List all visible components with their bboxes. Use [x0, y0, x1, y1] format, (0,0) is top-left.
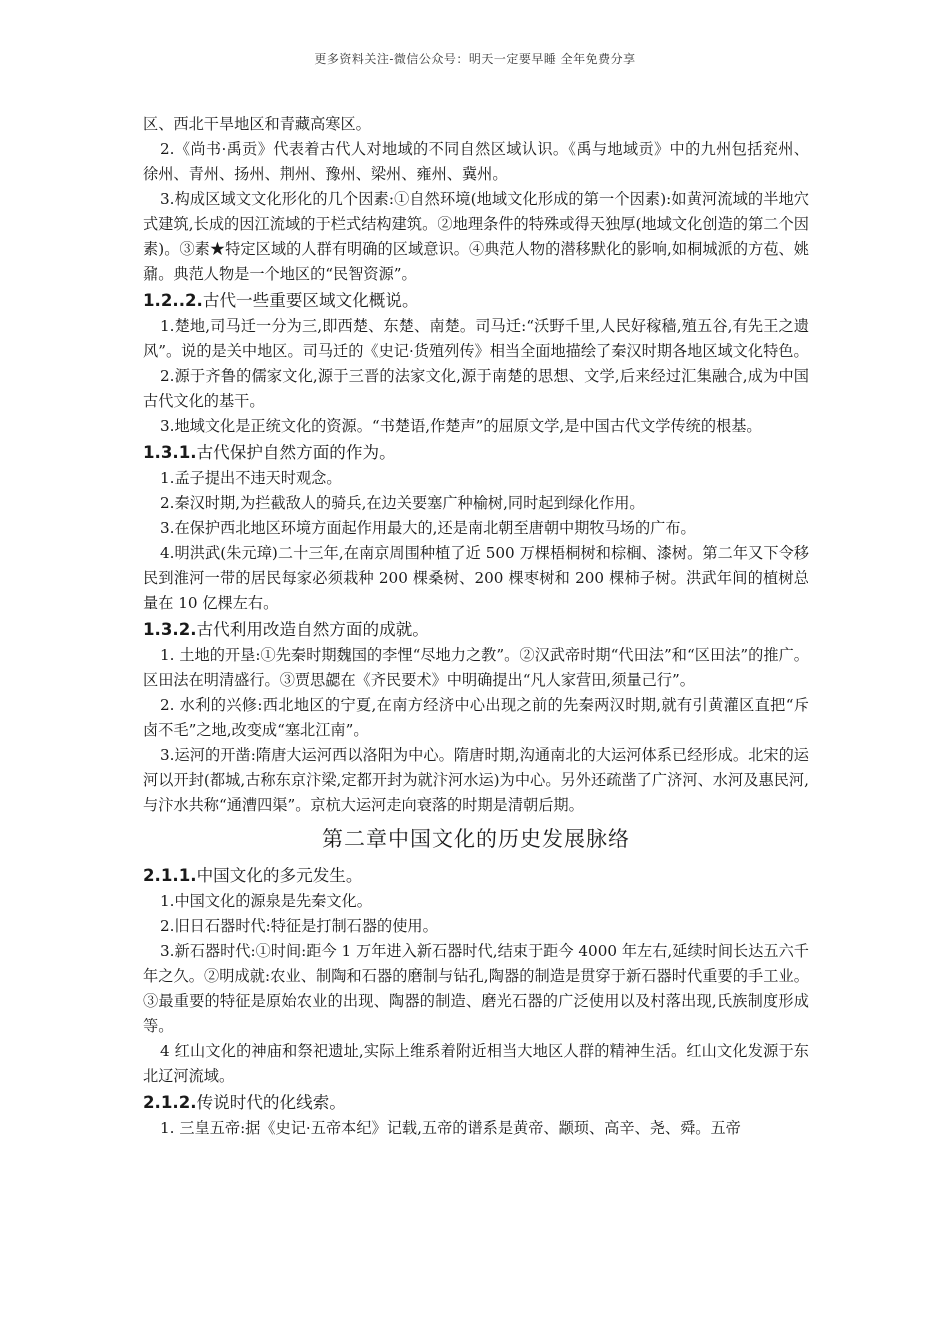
paragraph: 2.秦汉时期,为拦截敌人的骑兵,在边关要塞广种榆树,同时起到绿化作用。: [160, 494, 645, 512]
section-title: 中国文化的多元发生。: [196, 866, 363, 885]
paragraph: 1.楚地,司马迁一分为三,即西楚、东楚、南楚。司马迁:“沃野千里,人民好稼穑,殖五谷,有先王之遗风”。说的是关中地区。司马迁的《史记·货殖列传》相当全面地描绘了秦汉时期各地区域文化特色。: [143, 317, 809, 360]
paragraph: 4.明洪武(朱元璋)二十三年,在南京周围种植了近 500 万棵梧桐树和棕榈、漆树。第二年又下令移民到淮河一带的居民每家必须栽种 200 棵桑树、200 棵枣树和 200 棵柿子树。洪武年间的植树总量在 10 亿棵左右。: [143, 544, 809, 612]
paragraph: 2. 水利的兴修:西北地区的宁夏,在南方经济中心出现之前的先秦两汉时期,就有引黄灌区直把“斥卤不毛”之地,改变成“塞北江南”。: [143, 696, 809, 739]
page-header: 更多资料关注-微信公众号：明天一定要早睡 全年免费分享: [314, 52, 636, 66]
paragraph: 3.新石器时代:①时间:距今 1 万年进入新石器时代,结束于距今 4000 年左右,延续时间长达五六千年之久。②明成就:农业、制陶和石器的磨制与钻孔,陶器的制造是贯穿于新石器时代重要的手工业。③最重要的特征是原始农业的出现、陶器的制造、磨光石器的广泛使用以及村落出现,氏族制度形成等。: [143, 942, 809, 1035]
paragraph: 1. 三皇五帝:据《史记·五帝本纪》记载,五帝的谱系是黄帝、颛顼、高辛、尧、舜。五帝: [160, 1119, 741, 1137]
section-heading: [143, 862, 809, 889]
section-number: 1.3.2.: [143, 620, 197, 639]
paragraph: 1.孟子提出不违天时观念。: [160, 469, 342, 487]
section-number: 1.3.1.: [143, 443, 197, 462]
paragraph: 3.构成区域文文化形化的几个因素:①自然环境(地域文化形成的第一个因素):如黄河流域的半地穴式建筑,长成的因江流域的于栏式结构建筑。②地理条件的特殊或得天独厚(地域文化创造的第二个因素)。③素★特定区域的人群有明确的区域意识。④典范人物的潜移默化的影响,如桐城派的方苞、姚鼐。典范人物是一个地区的“民智资源”。: [143, 190, 809, 283]
section-number: 2.1.1.: [143, 866, 197, 885]
paragraph: 1.中国文化的源泉是先秦文化。: [160, 892, 372, 910]
paragraph: 4 红山文化的神庙和祭祀遗址,实际上维系着附近相当大地区人群的精神生活。红山文化发源于东北辽河流域。: [143, 1042, 809, 1085]
paragraph: 2.《尚书·禹贡》代表着古代人对地域的不同自然区域认识。《禹与地域贡》中的九州包括兖州、徐州、青州、扬州、荆州、豫州、梁州、雍州、冀州。: [143, 140, 809, 183]
paragraph: 3.运河的开凿:隋唐大运河西以洛阳为中心。隋唐时期,沟通南北的大运河体系已经形成。北宋的运河以开封(都城,古称东京汴梁,定都开封为就汴河水运)为中心。另外还疏凿了广济河、水河及惠民河,与汴水共称“通漕四渠”。京杭大运河走向衰落的时期是清朝后期。: [143, 746, 809, 814]
section-heading: [143, 1089, 809, 1116]
section-heading: [143, 616, 809, 643]
section-title: 古代一些重要区域文化概说。: [202, 291, 419, 310]
chapter-title: 第二章中国文化的历史发展脉络: [322, 827, 630, 851]
section-number: 1.2..2.: [143, 291, 203, 310]
paragraph: 区、西北干旱地区和青藏高寒区。: [143, 115, 371, 133]
paragraph: 3.地域文化是正统文化的资源。“书楚语,作楚声”的屈原文学,是中国古代文学传统的根基。: [160, 417, 762, 435]
paragraph: 1. 土地的开垦:①先秦时期魏国的李悝“尽地力之教”。②汉武帝时期“代田法”和“区田法”的推广。区田法在明清盛行。③贾思勰在《齐民要术》中明确提出“凡人家营田,须量己行”。: [143, 646, 809, 689]
section-number: 2.1.2.: [143, 1093, 197, 1112]
section-heading: [143, 287, 809, 314]
section-title: 古代利用改造自然方面的成就。: [196, 620, 429, 639]
document-body: [143, 112, 809, 1141]
section-title: 古代保护自然方面的作为。: [196, 443, 396, 462]
paragraph: 2.源于齐鲁的儒家文化,源于三晋的法家文化,源于南楚的思想、文学,后来经过汇集融合,成为中国古代文化的基干。: [143, 367, 809, 410]
section-title: 传说时代的化线索。: [196, 1093, 346, 1112]
paragraph: 2.旧日石器时代:特征是打制石器的使用。: [160, 917, 438, 935]
section-heading: [143, 439, 809, 466]
paragraph: 3.在保护西北地区环境方面起作用最大的,还是南北朝至唐朝中期牧马场的广布。: [160, 519, 696, 537]
